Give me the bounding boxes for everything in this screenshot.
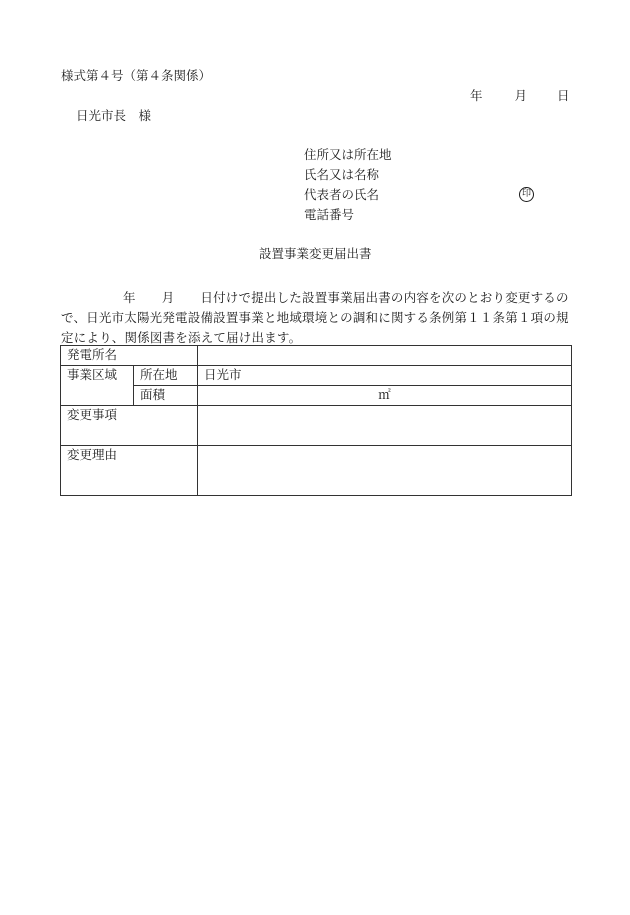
date-month: 月 — [514, 88, 527, 103]
form-table — [60, 345, 572, 496]
station-label: 発電所名 — [61, 346, 198, 366]
size-label: 面積 — [134, 386, 198, 406]
document-title: 設置事業変更届出書 — [259, 246, 372, 261]
seal-mark: 印 — [519, 187, 534, 202]
form-number: 様式第４号（第４条関係） — [61, 68, 212, 83]
addressee: 日光市長 様 — [76, 108, 152, 123]
location-label: 所在地 — [134, 366, 198, 386]
applicant-representative-row — [304, 187, 531, 207]
change-items-label: 変更事項 — [61, 406, 198, 446]
location-value[interactable]: 日光市 — [198, 366, 572, 386]
body-month: 月 — [161, 290, 175, 305]
applicant-address-label: 住所又は所在地 — [304, 147, 392, 162]
change-items-value[interactable] — [198, 406, 572, 446]
area-label: 事業区域 — [61, 366, 134, 406]
applicant-representative-label: 代表者の氏名 — [304, 187, 380, 202]
body-paragraph — [61, 288, 576, 348]
applicant-phone-label: 電話番号 — [304, 207, 355, 222]
applicant-name-label: 氏名又は名称 — [304, 167, 380, 182]
body-year: 年 — [123, 290, 136, 305]
change-reason-label: 変更理由 — [61, 446, 198, 496]
body-text: 日付けで提出した設置事業届出書の内容を次のとおり変更するので、日光市太陽光発電設備設置事業と地域環境との調和に関する条例第１１条第１項の規定により、関係図書を添えて届け出ます。 — [61, 290, 569, 345]
date-year: 年 — [470, 88, 483, 103]
date-day: 日 — [556, 88, 570, 103]
size-unit[interactable]: ㎡ — [198, 386, 572, 406]
station-value[interactable] — [198, 346, 572, 366]
applicant-block — [304, 147, 531, 227]
date-line — [470, 88, 569, 104]
change-reason-value[interactable] — [198, 446, 572, 496]
